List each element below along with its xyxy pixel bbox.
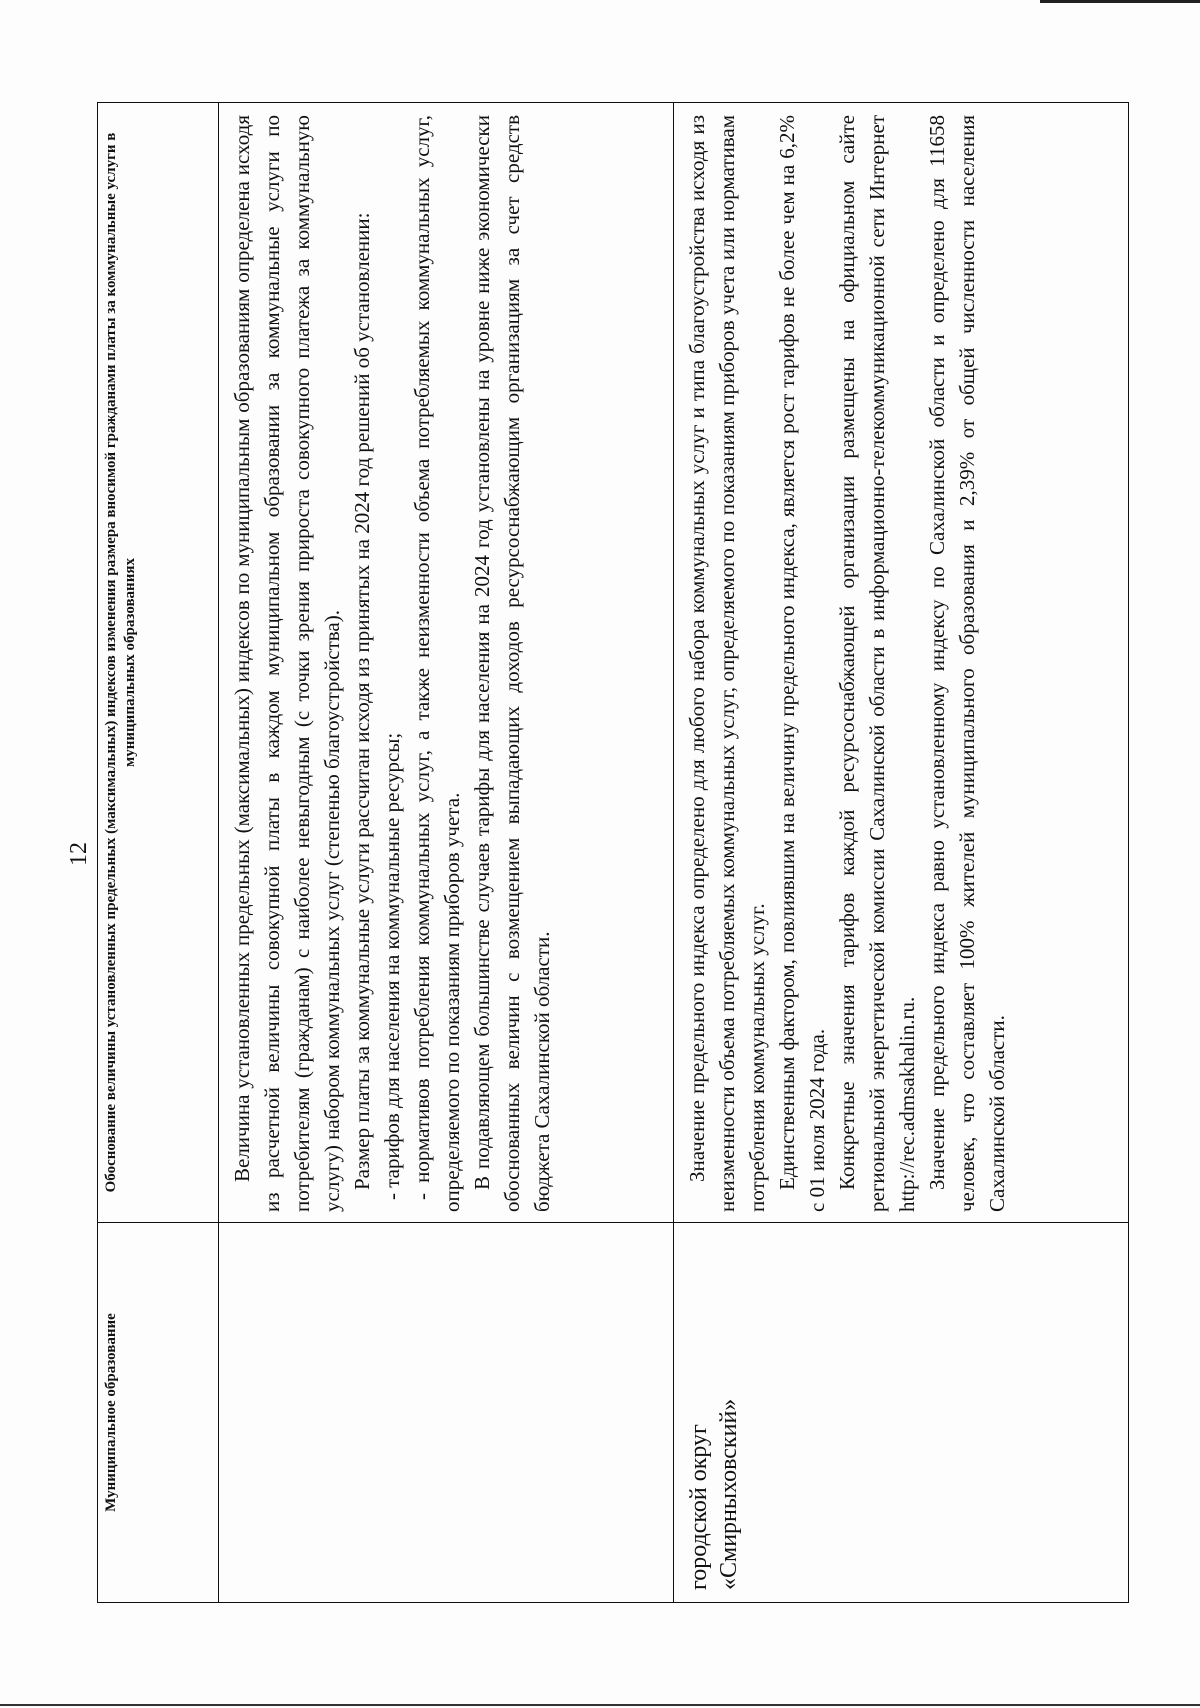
municipality-cell: [219, 1223, 674, 1603]
header-justification: Обоснование величины установленных предельных (максимальных) индексов изменения размера вносимой гражданами платы за коммунальные услуги в муниципальных образованиях: [98, 103, 219, 1223]
table-header-row: [98, 103, 219, 1603]
paragraph: В подавляющем большинстве случаев тарифы для населения на 2024 год установлены на уровне ниже экономически обоснованных величин с возмещением выпадающих доходов ресурсоснабжающим организациям за счет средств бюджета Сахалинской области.: [470, 115, 554, 1212]
paragraph: Значение предельного индекса равно установленному индексу по Сахалинской области и определено для 11658 человек, что составляет 100% жителей муниципального образования и 2,39% от общей численности населения Сахалинской области.: [925, 115, 1009, 1212]
header-municipality: Муниципальное образование: [98, 1223, 219, 1603]
paragraph: Размер платы за коммунальные услуги рассчитан исходя из принятых на 2024 год решений об установлении:: [350, 212, 374, 1190]
justification-cell: [219, 103, 674, 1223]
justification-table: [97, 102, 1129, 1603]
paragraph: Величина установленных предельных (максимальных) индексов по муниципальным образованиям определена исходя из расчетной величины совокупной платы в каждом муниципальном образовании за коммунальные услуги по потребителям (гражданам) с наиболее невыгодным (с точки зрения прироста совокупного платежа за коммунальную услугу) набором коммунальных услуг (степенью благоустройства).: [230, 115, 344, 1212]
paragraph: Единственным фактором, повлиявшим на величину предельного индекса, является рост тарифов не более чем на 6,2% с 01 июля 2024 года.: [775, 115, 829, 1212]
justification-cell: [674, 103, 1129, 1223]
paragraph: Значение предельного индекса определено для любого набора коммунальных услуг и типа благоустройства исходя из неизменности объема потребляемых коммунальных услуг, определяемого по показаниям приборов учета или нормативам потребления коммунальных услуг.: [685, 115, 769, 1212]
list-item: - тарифов для населения на коммунальные ресурсы;: [380, 732, 404, 1200]
list-item: - нормативов потребления коммунальных услуг, а также неизменности объема потребляемых коммунальных услуг, определяемого по показаниям приборов учета.: [410, 115, 464, 1212]
table-row: [674, 103, 1129, 1603]
municipality-cell: городской округ «Смирныховский»: [674, 1223, 1129, 1603]
page-number: 12: [66, 842, 92, 866]
table-row: [219, 103, 674, 1603]
paragraph: Конкретные значения тарифов каждой ресурсоснабжающей организации размещены на официальном сайте региональной энергетической комиссии Сахалинской области в информационно-телекоммуникационной сети Интернет http://rec.admsakhalin.ru.: [835, 115, 919, 1212]
